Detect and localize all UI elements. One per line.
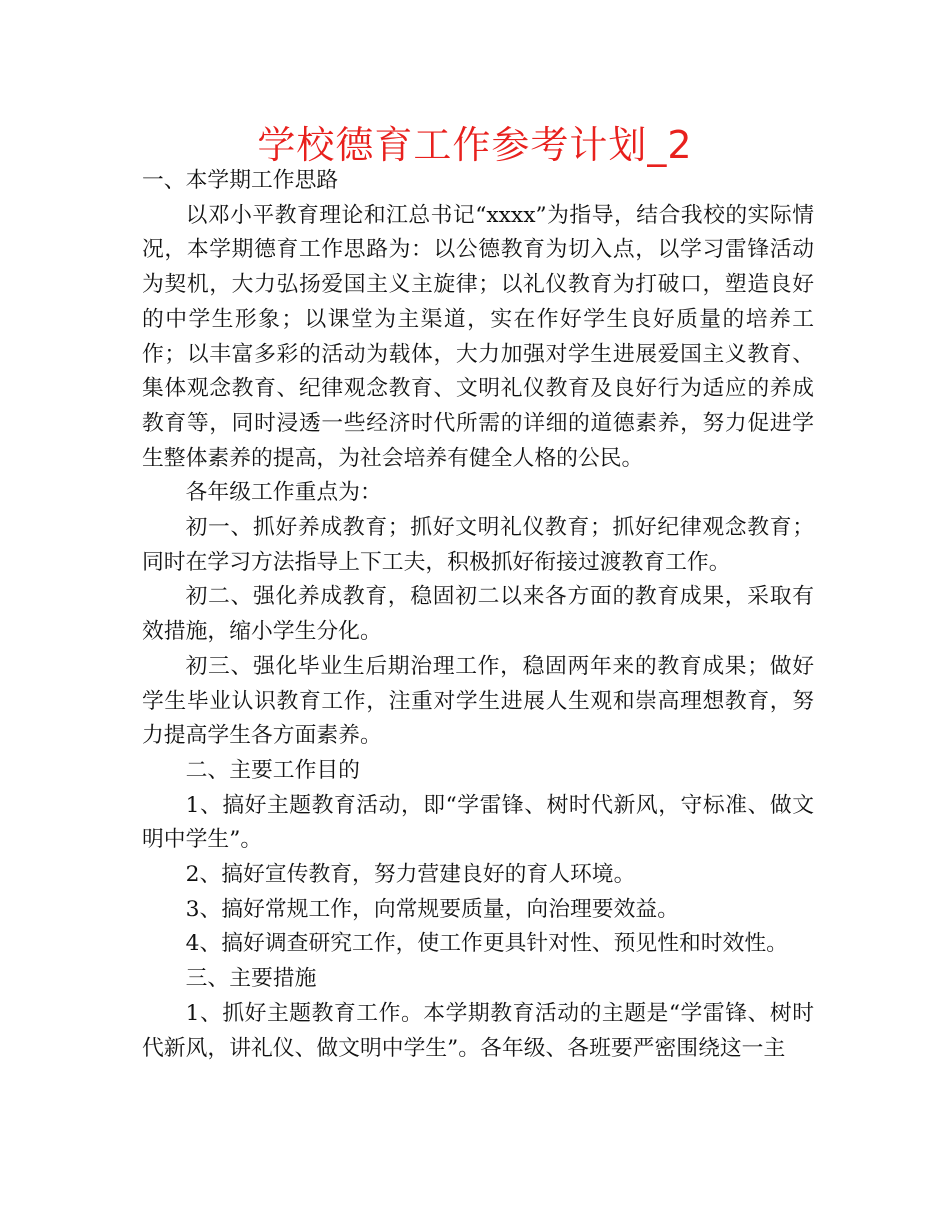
paragraph-grade-3: 初三、强化毕业生后期治理工作，稳固两年来的教育成果；做好学生毕业认识教育工作，注重对学生进展人生观和崇高理想教育，努力提高学生各方面素养。 <box>142 653 814 749</box>
goal-item-3: 3、搞好常规工作，向常规要质量，向治理要效益。 <box>185 896 679 922</box>
document-title: 学校德育工作参考计划_2 <box>257 123 693 167</box>
section-heading-3: 三、主要措施 <box>185 966 317 992</box>
document-body <box>142 164 814 1066</box>
goal-item-4: 4、搞好调查研究工作，使工作更具针对性、预见性和时效性。 <box>185 931 788 957</box>
paragraph-grade-1: 初一、抓好养成教育；抓好文明礼仪教育；抓好纪律观念教育；同时在学习方法指导上下工夫，积极抓好衔接过渡教育工作。 <box>142 515 814 575</box>
paragraph-grade-2: 初二、强化养成教育，稳固初二以来各方面的教育成果，采取有效措施，缩小学生分化。 <box>142 584 814 645</box>
section-heading-1: 一、本学期工作思路 <box>142 168 339 193</box>
goal-item-1: 1、搞好主题教育活动，即“学雷锋、树时代新风，守标准、做文明中学生”。 <box>142 792 814 853</box>
paragraph-grade-focus-intro: 各年级工作重点为： <box>185 480 382 506</box>
goal-item-2: 2、搞好宣传教育，努力营建良好的育人环境。 <box>185 862 636 888</box>
section-heading-2: 二、主要工作目的 <box>185 757 360 783</box>
measure-item-1: 1、抓好主题教育工作。本学期教育活动的主题是“学雷锋、树时代新风，讲礼仪、做文明中学生”。各年级、各班要严密围绕这一主 <box>142 1000 814 1061</box>
paragraph-work-approach: 以邓小平教育理论和江总书记“xxxx”为指导，结合我校的实际情况，本学期德育工作思路为：以公德教育为切入点，以学习雷锋活动为契机，大力弘扬爱国主义主旋律；以礼仪教育为打破口，塑造良好的中学生形象；以课堂为主渠道，实在作好学生良好质量的培养工作；以丰富多彩的活动为载体，大力加强对学生进展爱国主义教育、集体观念教育、纪律观念教育、文明礼仪教育及良好行为适应的养成教育等，同时浸透一些经济时代所需的详细的道德素养，努力促进学生整体素养的提高，为社会培养有健全人格的公民。 <box>142 202 814 471</box>
